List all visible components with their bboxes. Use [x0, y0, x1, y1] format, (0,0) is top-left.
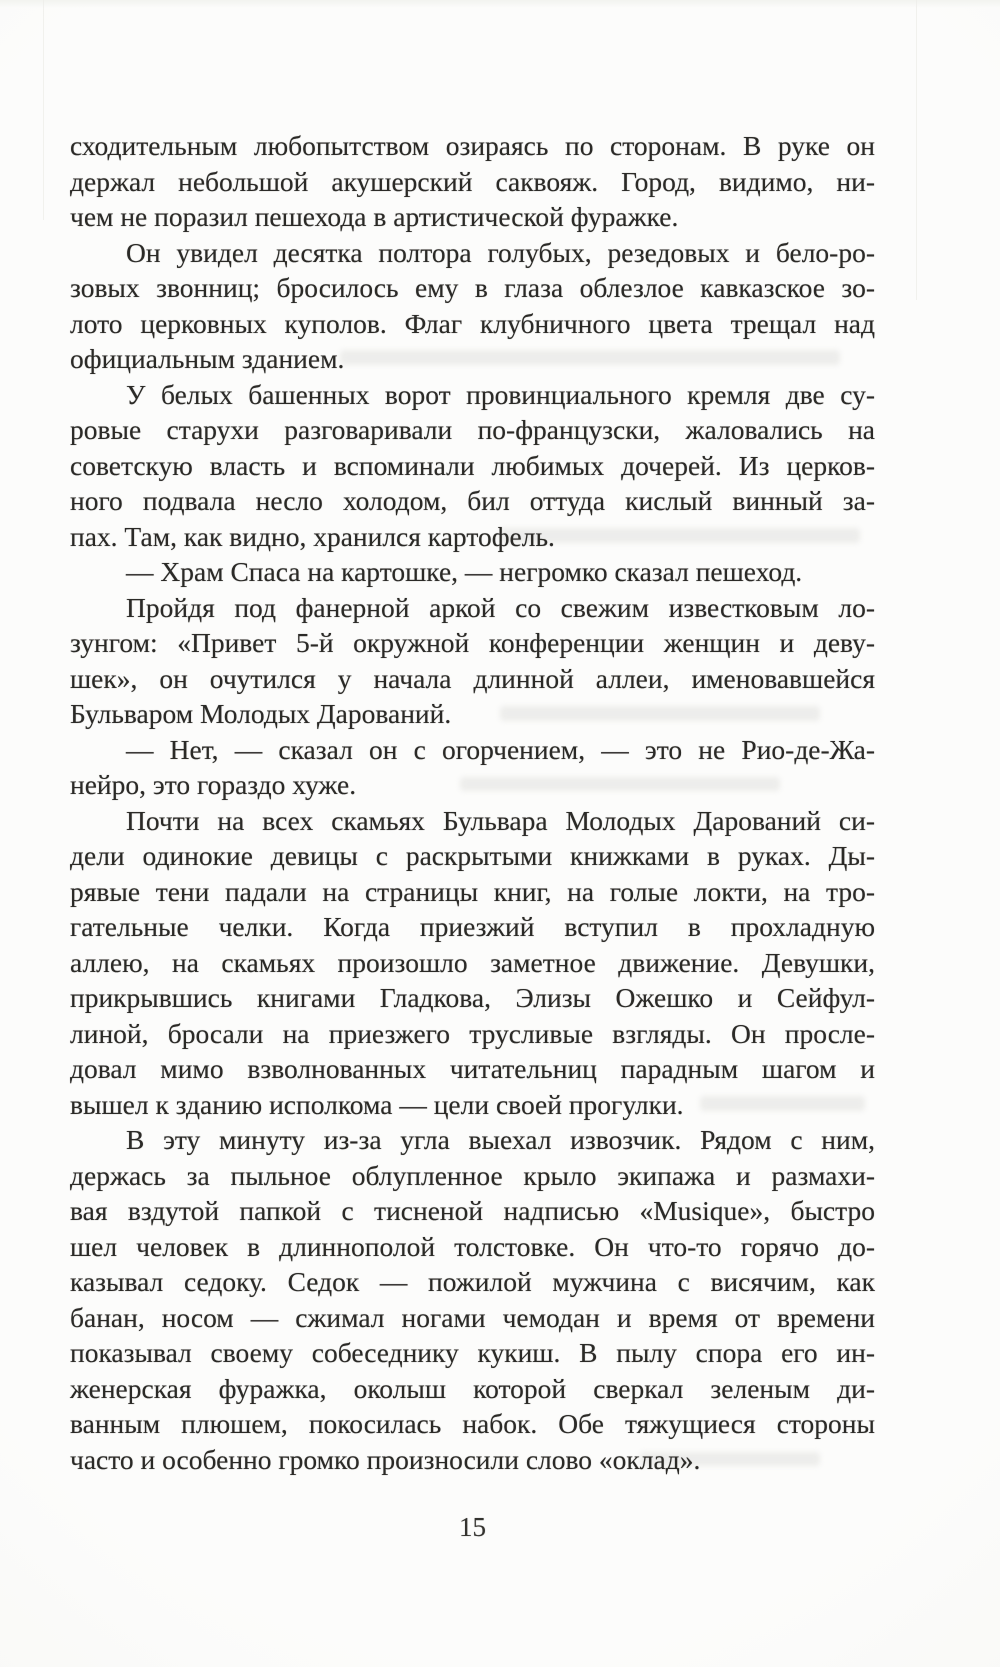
- text-line: довал мимо взволнованных читательниц парадным шагом и: [70, 1053, 875, 1084]
- paragraph: [70, 235, 875, 377]
- text-line: линой, бросали на приезжего трусливые взгляды. Он просле-: [70, 1017, 875, 1049]
- text-line: официальным зданием.: [70, 343, 345, 374]
- text-line: нейро, это гораздо хуже.: [70, 769, 357, 800]
- paragraph: [70, 1122, 875, 1477]
- text-line: вышел к зданию исполкома — цели своей прогулки.: [70, 1088, 684, 1120]
- paragraph: [70, 377, 875, 555]
- text-line: показывал своему собеседнику кукиш. В пылу спора его ин-: [70, 1337, 875, 1368]
- text-line: Бульваром Молодых Дарований.: [70, 698, 452, 729]
- text-line: дели одинокие девицы с раскрытыми книжками в руках. Ды-: [70, 840, 875, 871]
- text-line: советскую власть и вспоминали любимых дочерей. Из церков-: [70, 449, 875, 481]
- paragraph: [70, 590, 875, 732]
- text-line: шел человек в длиннополой толстовке. Он что-то горячо до-: [70, 1230, 875, 1262]
- text-line: Почти на всех скамьях Бульвара Молодых Дарований си-: [126, 804, 875, 836]
- text-line: часто и особенно громко произносили слово «оклад».: [70, 1443, 701, 1475]
- scan-edge-shade: [0, 0, 1000, 8]
- paragraph: [70, 128, 875, 235]
- text-line: чем не поразил пешехода в артистической фуражке.: [70, 201, 679, 232]
- text-line: женерская фуражка, околыш которой сверкал зеленым ди-: [70, 1372, 875, 1404]
- text-line: шек», он очутился у начала длинной аллеи, именовавшейся: [70, 662, 875, 694]
- text-line: Пройдя под фанерной аркой со свежим известковым ло-: [126, 591, 875, 623]
- text-line: ванным плюшем, покосилась набок. Обе тяжущиеся стороны: [70, 1408, 875, 1439]
- text-line: — Храм Спаса на картошке, — негромко сказал пешеход.: [126, 556, 803, 587]
- text-line: Он увидел десятка полтора голубых, резедовых и бело-ро-: [126, 236, 875, 268]
- text-line: В эту минуту из-за угла выехал извозчик. Рядом с ним,: [126, 1124, 875, 1155]
- text-line: ровые старухи разговаривали по-французски, жаловались на: [70, 414, 875, 445]
- text-line: казывал седоку. Седок — пожилой мужчина с висячим, как: [70, 1266, 875, 1297]
- text-line: лото церковных куполов. Флаг клубничного цвета трещал над: [70, 307, 875, 339]
- paragraph: [70, 732, 875, 803]
- text-line: рявые тени падали на страницы книг, на голые локти, на тро-: [70, 875, 875, 907]
- text-line: У белых башенных ворот провинциального кремля две су-: [126, 378, 875, 410]
- scan-artifact-line-left: [43, 0, 44, 220]
- text-line: — Нет, — сказал он с огорчением, — это не Рио-де-Жа-: [126, 733, 875, 765]
- text-line: банан, носом — сжимал ногами чемодан и время от времени: [70, 1301, 875, 1333]
- text-line: вая вздутой папкой с тисненой надписью «Musique», быстро: [70, 1195, 875, 1226]
- text-line: зунгом: «Привет 5-й окружной конференции женщин и деву-: [70, 627, 875, 658]
- text-line: пах. Там, как видно, хранился картофель.: [70, 520, 555, 552]
- text-block: [70, 128, 875, 1477]
- text-line: ного подвала несло холодом, бил оттуда кислый винный за-: [70, 485, 875, 516]
- text-line: прикрывшись книгами Гладкова, Элизы Ожешко и Сейфул-: [70, 982, 875, 1013]
- text-line: зовых звонниц; бросилось ему в глаза облезлое кавказское зо-: [70, 272, 875, 303]
- text-line: гательные челки. Когда приезжий вступил в прохладную: [70, 911, 875, 942]
- text-line: сходительным любопытством озираясь по сторонам. В руке он: [70, 130, 875, 161]
- scan-artifact-line-right: [916, 0, 917, 300]
- page-number: 15: [459, 1512, 486, 1542]
- text-line: аллею, на скамьях произошло заметное движение. Девушки,: [70, 946, 875, 978]
- text-line: держал небольшой акушерский саквояж. Город, видимо, ни-: [70, 165, 875, 197]
- paragraph: [70, 554, 875, 590]
- text-line: держась за пыльное облупленное крыло экипажа и размахи-: [70, 1159, 875, 1191]
- paragraph: [70, 803, 875, 1123]
